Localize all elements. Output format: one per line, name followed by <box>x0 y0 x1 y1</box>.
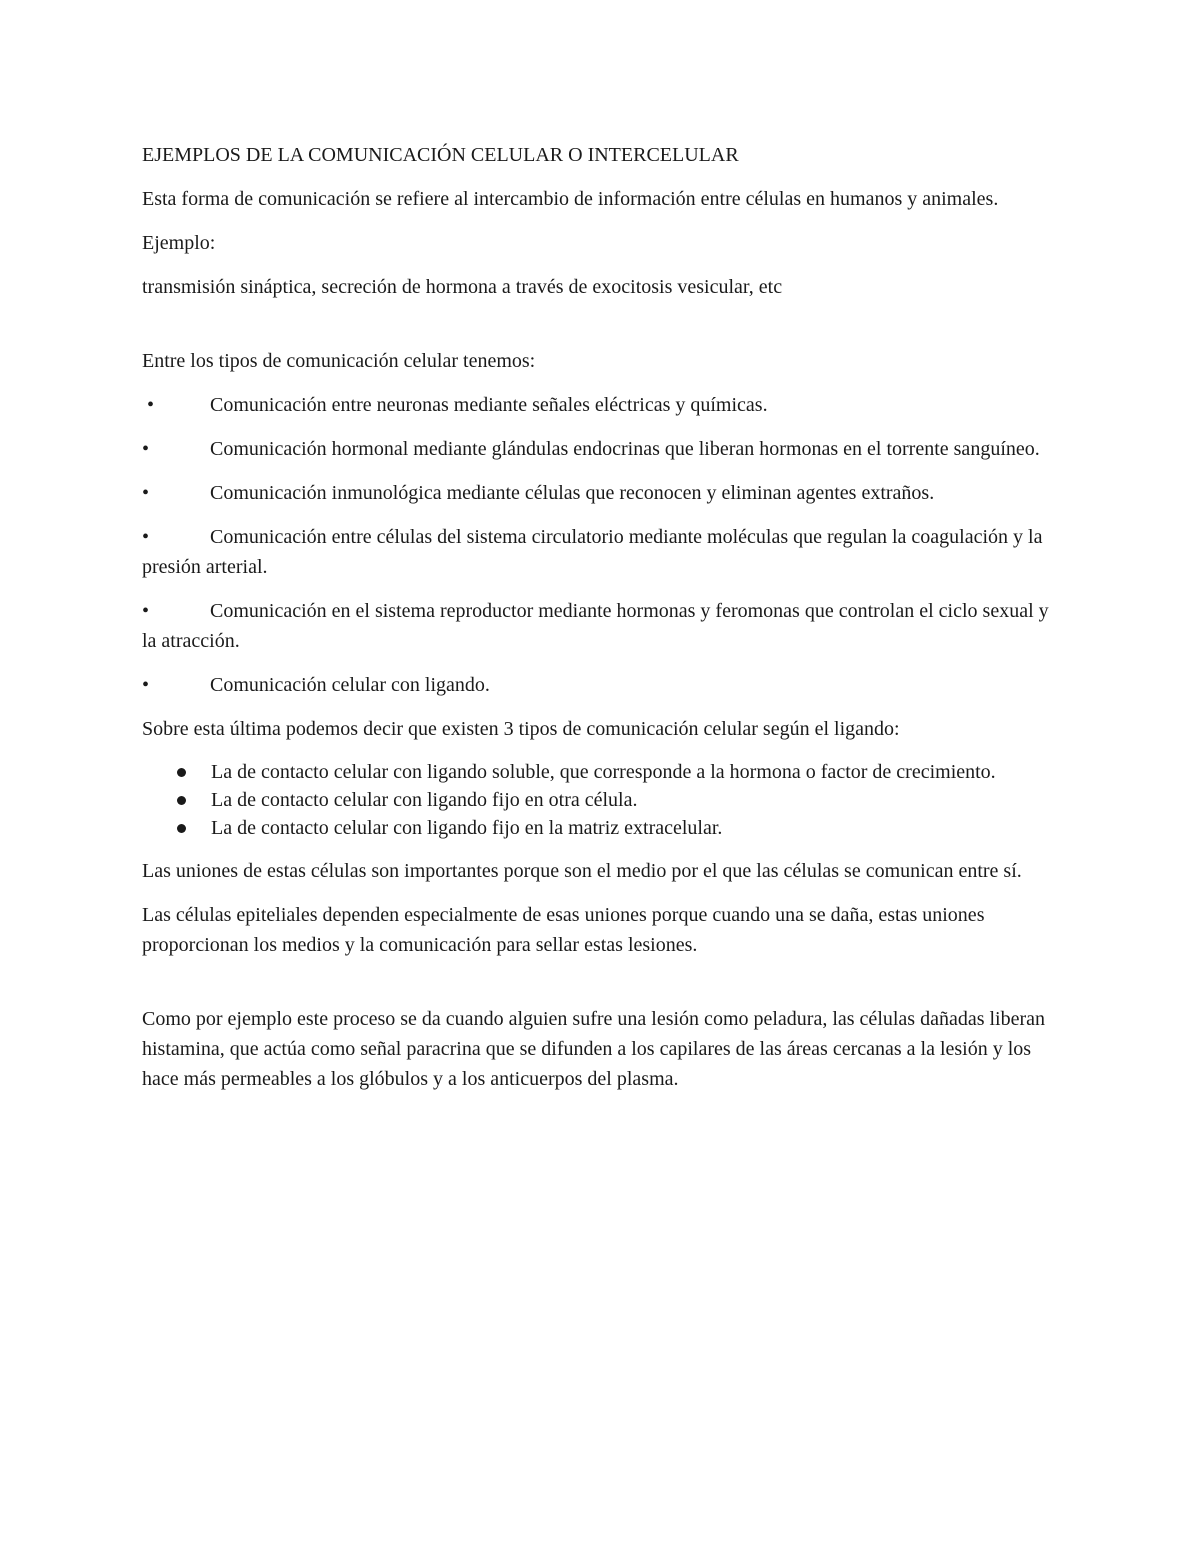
type-item-text: Comunicación inmunológica mediante células que reconocen y eliminan agentes extraños. <box>210 482 935 504</box>
types-intro: Entre los tipos de comunicación celular tenemos: <box>142 350 536 372</box>
bullet-mark: • <box>142 438 150 460</box>
list-item-text: La de contacto celular con ligando soluble, que corresponde a la hormona o factor de crecimiento. <box>211 761 996 783</box>
document-title: EJEMPLOS DE LA COMUNICACIÓN CELULAR O INTERCELULAR <box>142 144 739 166</box>
ligand-list <box>142 758 1062 842</box>
type-item <box>142 434 1062 464</box>
type-item <box>142 390 1062 420</box>
bullet-dot-icon <box>177 796 186 805</box>
unions-paragraph: Las uniones de estas células son importantes porque son el medio por el que las células se comunican entre sí. <box>142 860 1022 882</box>
type-item <box>142 596 1062 656</box>
type-item-text: Comunicación hormonal mediante glándulas endocrinas que liberan hormonas en el torrente sanguíneo. <box>210 438 1040 460</box>
type-item-text: Comunicación celular con ligando. <box>210 674 490 696</box>
blank-line <box>142 316 1062 346</box>
type-item <box>142 478 1062 508</box>
type-item-text: Comunicación entre células del sistema circulatorio mediante moléculas que regulan la coagulación y la presión arterial. <box>142 526 1043 578</box>
bullet-mark: • <box>147 394 155 416</box>
blank-line <box>142 974 1062 1004</box>
list-item-text: La de contacto celular con ligando fijo en la matriz extracelular. <box>211 817 723 839</box>
example-label: Ejemplo: <box>142 232 216 254</box>
list-item <box>142 758 1062 786</box>
bullet-mark: • <box>142 600 150 622</box>
ligand-intro: Sobre esta última podemos decir que existen 3 tipos de comunicación celular según el ligando: <box>142 718 900 740</box>
list-item-text: La de contacto celular con ligando fijo en otra célula. <box>211 789 638 811</box>
bullet-dot-icon <box>177 824 186 833</box>
type-item <box>142 670 1062 700</box>
epithelial-paragraph: Las células epiteliales dependen especialmente de esas uniones porque cuando una se daña, estas uniones proporcionan los medios y la comunicación para sellar estas lesiones. <box>142 904 985 956</box>
type-item <box>142 522 1062 582</box>
type-item-text: Comunicación en el sistema reproductor mediante hormonas y feromonas que controlan el ciclo sexual y la atracción. <box>142 600 1049 652</box>
list-item <box>142 814 1062 842</box>
bullet-dot-icon <box>177 768 186 777</box>
bullet-mark: • <box>142 526 150 548</box>
bullet-mark: • <box>142 482 150 504</box>
example-paragraph: Como por ejemplo este proceso se da cuando alguien sufre una lesión como peladura, las células dañadas liberan histamina, que actúa como señal paracrina que se difunden a los capilares de las áreas cercanas a la lesión y los hace más permeables a los glóbulos y a los anticuerpos del plasma. <box>142 1008 1046 1090</box>
type-item-text: Comunicación entre neuronas mediante señales eléctricas y químicas. <box>210 394 768 416</box>
intro-paragraph: Esta forma de comunicación se refiere al intercambio de información entre células en humanos y animales. <box>142 188 999 210</box>
example-text: transmisión sináptica, secreción de hormona a través de exocitosis vesicular, etc <box>142 276 783 298</box>
list-item <box>142 786 1062 814</box>
document-page <box>142 140 1062 1108</box>
bullet-mark: • <box>142 674 150 696</box>
